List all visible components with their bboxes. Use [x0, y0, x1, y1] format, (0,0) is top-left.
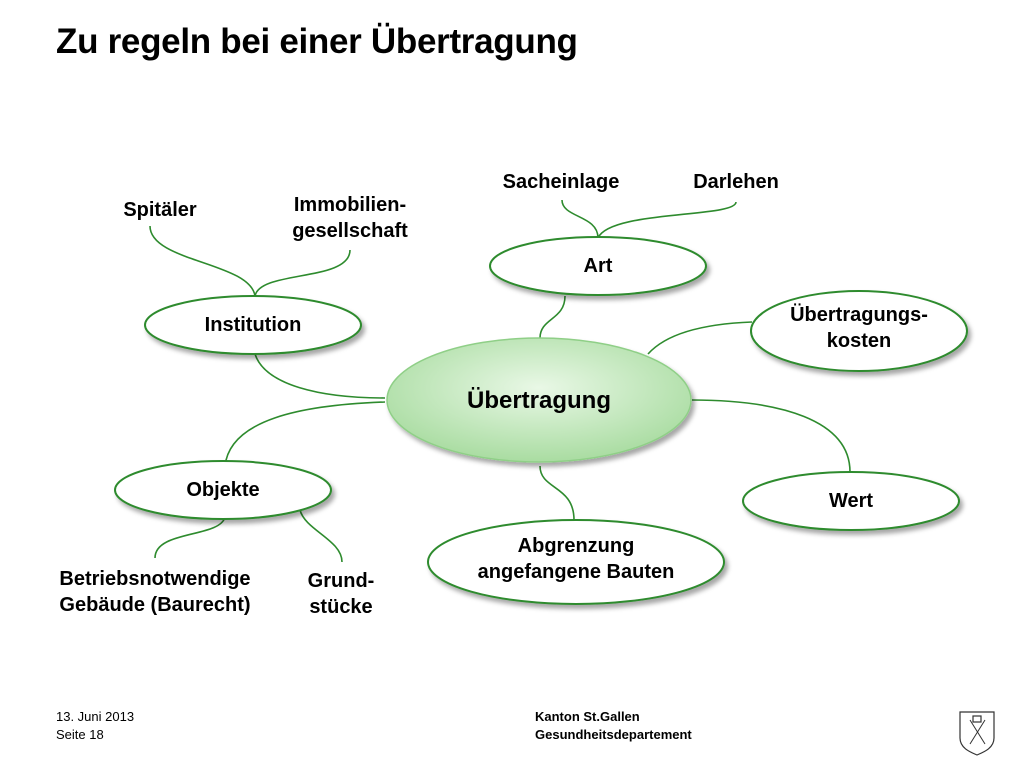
- leaf-grund-line1: Grund-: [307, 570, 375, 592]
- center-node-label: Übertragung: [467, 387, 611, 414]
- leaf-darlehen: Darlehen: [693, 171, 779, 193]
- connector-spitaeler: [150, 226, 255, 296]
- leaf-immobilien: [270, 192, 430, 244]
- footer-left: [56, 708, 134, 744]
- connector-immobilien: [255, 250, 350, 296]
- connector-art: [540, 296, 565, 338]
- leaf-betrieb-line2: Gebäude (Baurecht): [59, 594, 251, 616]
- connector-grund: [300, 510, 342, 562]
- connector-darlehen: [598, 202, 736, 238]
- node-wert: Wert: [828, 490, 874, 512]
- leaf-immobilien-line1: Immobilien-: [293, 194, 407, 216]
- footer-page: Seite 18: [56, 727, 104, 742]
- footer-dept: Gesundheitsdepartement: [535, 727, 692, 742]
- node-kosten: [751, 302, 967, 354]
- connector-wert: [692, 400, 850, 472]
- leaf-sacheinlage: Sacheinlage: [502, 171, 620, 193]
- node-kosten-line2: kosten: [826, 330, 892, 352]
- leaf-betrieb-line1: Betriebsnotwendige: [59, 568, 251, 590]
- connector-institution: [255, 354, 385, 398]
- leaf-betrieb: [26, 566, 284, 618]
- leaf-immobilien-line2: gesellschaft: [292, 220, 408, 242]
- connector-objekte: [225, 402, 385, 466]
- node-kosten-line1: Übertragungs-: [790, 304, 928, 326]
- leaf-grund-line2: stücke: [309, 596, 373, 618]
- leaf-spitaeler: Spitäler: [123, 199, 197, 221]
- node-abgrenzung: [428, 533, 724, 585]
- node-institution: Institution: [204, 314, 302, 336]
- footer-org-block: [535, 708, 692, 744]
- connector-abgrenzung: [540, 466, 574, 520]
- footer-date: 13. Juni 2013: [56, 709, 135, 724]
- leaf-grund: [288, 568, 394, 620]
- page-title: Zu regeln bei einer Übertragung: [56, 22, 578, 61]
- footer-org: Kanton St.Gallen: [535, 709, 640, 724]
- node-objekte: Objekte: [186, 479, 260, 501]
- connector-betrieb: [155, 517, 225, 558]
- canton-logo: [960, 712, 994, 755]
- connector-kosten: [648, 322, 752, 354]
- node-abgrenzung-line1: Abgrenzung: [517, 535, 635, 557]
- node-abgrenzung-line2: angefangene Bauten: [477, 561, 675, 583]
- node-art: Art: [583, 255, 613, 277]
- connector-sacheinlage: [562, 200, 598, 238]
